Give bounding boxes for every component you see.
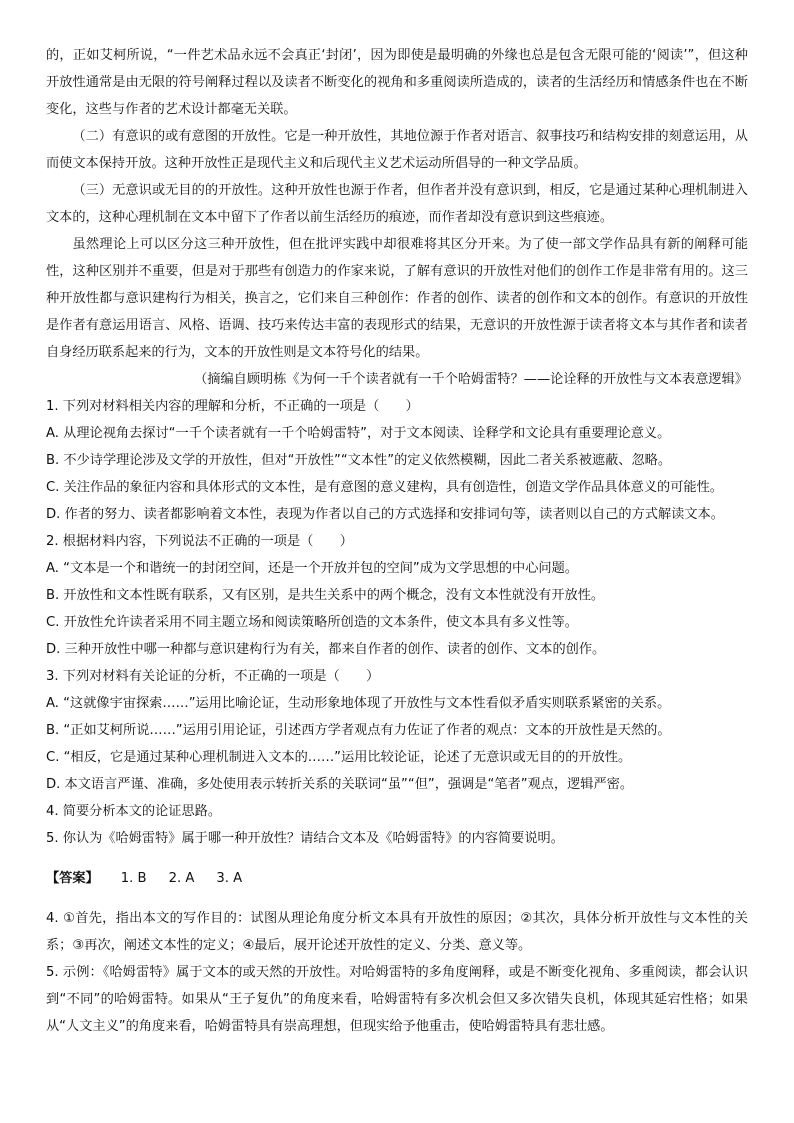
question-3-option-a: A. “这就像宇宙探索……”运用比喻论证，生动形象地体现了开放性与文本性看似矛盾实则联系紧密的关系。 bbox=[46, 696, 671, 711]
answer-5: 5. 示例：《哈姆雷特》属于文本的或天然的开放性。对哈姆雷特的多角度阐释，或是不断变化视角、多重阅读，都会认识到“不同”的哈姆雷特。如果从“王子复仇”的角度来看，哈姆雷特有多次机会但又多次错失良机，体现其延宕性格；如果从“人文主义”的角度来看，哈姆雷特具有崇高理想，但现实给予他重击，使哈姆雷特具有悲壮感。 bbox=[46, 965, 748, 1035]
question-3-option-b: B. “正如艾柯所说……”运用引用论证，引述西方学者观点有力佐证了作者的观点：文本的开放性是天然的。 bbox=[46, 723, 671, 738]
answer-label: 【答案】 bbox=[46, 871, 99, 887]
question-2-option-b: B. 开放性和文本性既有联系，又有区别，是共生关系中的两个概念，没有文本性就没有开放性。 bbox=[46, 588, 605, 603]
paragraph-summary: 虽然理论上可以区分这三种开放性，但在批评实践中却很难将其区分开来。为了使一部文学作品具有新的阐释可能性，这种区别并不重要，但是对于那些有创造力的作家来说，了解有意识的开放性对他们的创作工作是非常有用的。这三种开放性都与意识建构行为相关，换言之，它们来自三种创作：作者的创作、读者的创作和文本的创作。有意识的开放性是作者有意运用语言、风格、语调、技巧来传达丰富的表现形式的结果，无意识的开放性源于读者将文本与其作者和读者自身经历联系起来的行为，文本的开放性则是文本符号化的结果。 bbox=[46, 237, 748, 360]
source-citation: （摘编自顾明栋《为何一千个读者就有一千个哈姆雷特？——论诠释的开放性与文本表意逻辑》 bbox=[194, 372, 748, 387]
answer-1: 1. B bbox=[120, 871, 147, 887]
question-2-option-c: C. 开放性允许读者采用不同主题立场和阅读策略所创造的文本条件，使文本具有多义性等。 bbox=[46, 615, 578, 630]
answer-2: 2. A bbox=[168, 871, 195, 887]
question-3-option-d: D. 本文语言严谨、准确，多处使用表示转折关系的关联词“虽”“但”，强调是“笔者”观点，逻辑严密。 bbox=[46, 777, 634, 792]
question-2 bbox=[46, 528, 748, 663]
paragraph-unconscious-openness: （三）无意识或无目的的开放性。这种开放性也源于作者，但作者并没有意识到，相反，它是通过某种心理机制进入文本的，这种心理机制在文本中留下了作者以前生活经历的痕迹，而作者却没有意识到这些痕迹。 bbox=[46, 183, 748, 225]
question-5: 5. 你认为《哈姆雷特》属于哪一种开放性？请结合文本及《哈姆雷特》的内容简要说明。 bbox=[46, 831, 564, 846]
answer-key-line bbox=[46, 865, 748, 892]
question-2-option-d: D. 三种开放性中哪一种都与意识建构行为有关，都来自作者的创作、读者的创作、文本的创作。 bbox=[46, 642, 606, 657]
question-2-option-a: A. “文本是一个和谐统一的封闭空间，还是一个开放并包的空间”成为文学思想的中心问题。 bbox=[46, 561, 578, 576]
question-3-stem: 3. 下列对材料有关论证的分析，不正确的一项是（ ） bbox=[46, 669, 380, 684]
paragraph-conscious-openness: （二）有意识的或有意图的开放性。它是一种开放性，其地位源于作者对语言、叙事技巧和结构安排的刻意运用，从而使文本保持开放。这种开放性正是现代主义和后现代主义艺术运动所倡导的一种文学品质。 bbox=[46, 129, 748, 171]
question-3-option-c: C. “相反，它是通过某种心理机制进入文本的……”运用比较论证，论述了无意识或无目的的开放性。 bbox=[46, 750, 632, 765]
paragraph-continued: 的，正如艾柯所说，“一件艺术品永远不会真正‘封闭’，因为即使是最明确的外缘也总是包含无限可能的‘阅读’”，但这种开放性通常是由无限的符号阐释过程以及读者不断变化的视角和多重阅读所造成的，读者的生活经历和情感条件也在不断变化，这些与作者的艺术设计都毫无关联。 bbox=[46, 48, 748, 117]
question-1 bbox=[46, 393, 748, 528]
question-1-stem: 1. 下列对材料相关内容的理解和分析，不正确的一项是（ ） bbox=[46, 399, 419, 414]
question-1-option-d: D. 作者的努力、读者都影响着文本性，表现为作者以自己的方式选择和安排词句等，读者则以自己的方式解读文本。 bbox=[46, 507, 724, 522]
question-2-stem: 2. 根据材料内容，下列说法不正确的一项是（ ） bbox=[46, 534, 353, 549]
question-1-option-a: A. 从理论视角去探讨“一千个读者就有一千个哈姆雷特”，对于文本阅读、诠释学和文论具有重要理论意义。 bbox=[46, 426, 671, 441]
answer-4: 4. ①首先，指出本文的写作目的：试图从理论角度分析文本具有开放性的原因；②其次，具体分析开放性与文本性的关系；③再次，阐述文本性的定义；④最后，展开论述开放性的定义、分类、意义等。 bbox=[46, 911, 748, 954]
question-1-option-c: C. 关注作品的象征内容和具体形式的文本性，是有意图的意义建构，具有创造性，创造文学作品具体意义的可能性。 bbox=[46, 480, 723, 495]
question-4: 4. 简要分析本文的论证思路。 bbox=[46, 804, 222, 819]
question-3 bbox=[46, 663, 748, 798]
answer-3: 3. A bbox=[216, 871, 243, 887]
question-1-option-b: B. 不少诗学理论涉及文学的开放性，但对“开放性”“文本性”的定义依然模糊，因此二者关系被遮蔽、忽略。 bbox=[46, 453, 672, 468]
